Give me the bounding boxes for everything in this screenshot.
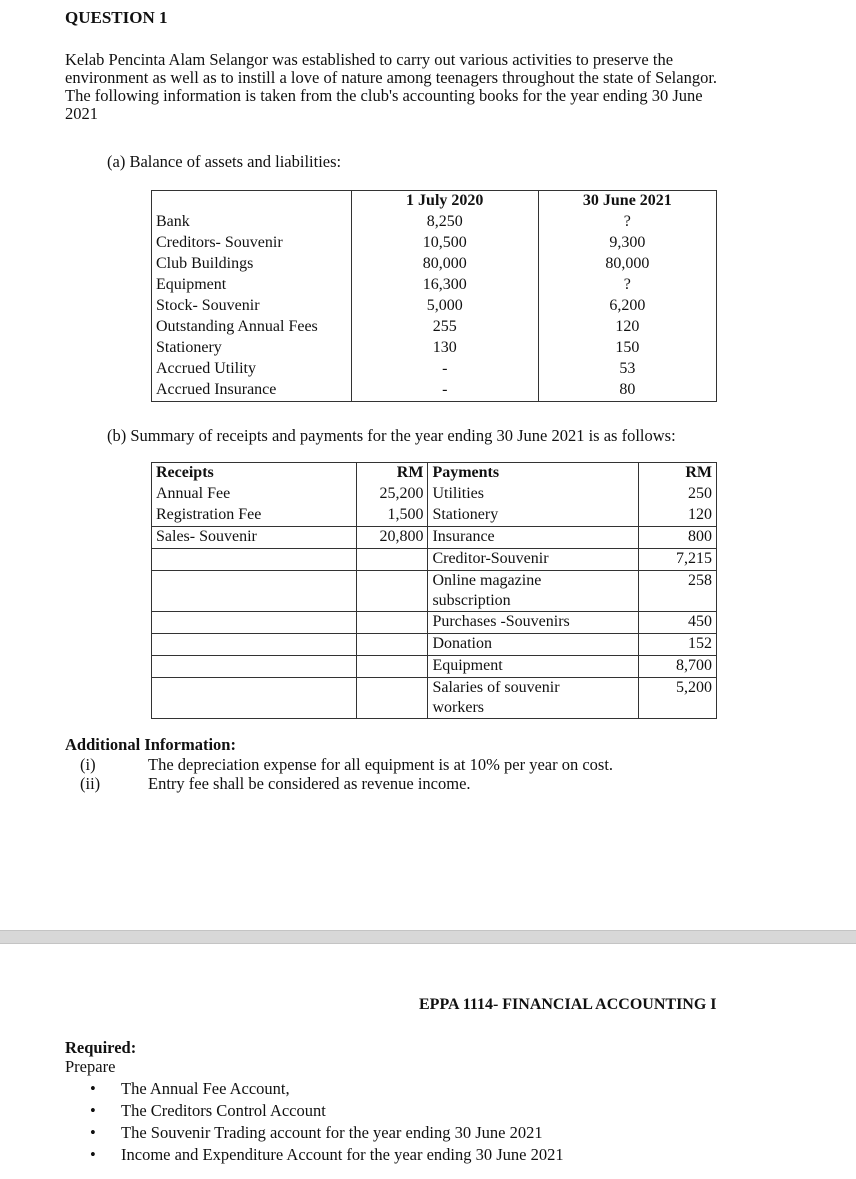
- payment-item-line: subscription: [432, 592, 511, 609]
- table-row: [152, 275, 717, 296]
- section-a-label: (a) Balance of assets and liabilities:: [107, 152, 342, 171]
- row-jul2020: -: [351, 380, 538, 402]
- table-row: [152, 254, 717, 275]
- row-jul2020: 80,000: [351, 254, 538, 275]
- table-row: [152, 634, 717, 656]
- row-item: Outstanding Annual Fees: [152, 317, 352, 338]
- additional-info-text: The depreciation expense for all equipment is at 10% per year on cost.: [148, 755, 614, 774]
- receipt-item: [152, 612, 357, 634]
- payment-amount: 5,200: [638, 678, 716, 719]
- table-row: [152, 505, 717, 527]
- row-jun2021: ?: [538, 275, 716, 296]
- row-jul2020: 8,250: [351, 212, 538, 233]
- row-jun2021: 9,300: [538, 233, 716, 254]
- header-jun2021: 30 June 2021: [538, 191, 716, 213]
- payment-item: Insurance: [428, 527, 638, 549]
- receipt-amount: [357, 612, 428, 634]
- row-jun2021: 120: [538, 317, 716, 338]
- additional-info-number: (i): [80, 755, 96, 774]
- row-jul2020: 16,300: [351, 275, 538, 296]
- payment-amount: 800: [638, 527, 716, 549]
- prepare-label: Prepare: [65, 1057, 116, 1076]
- receipt-amount: [357, 678, 428, 719]
- receipt-item: [152, 656, 357, 678]
- payment-amount: 7,215: [638, 549, 716, 571]
- payment-amount: 152: [638, 634, 716, 656]
- row-item: Club Buildings: [152, 254, 352, 275]
- receipt-amount: [357, 571, 428, 612]
- payment-item: Purchases -Souvenirs: [428, 612, 638, 634]
- payment-item: [428, 678, 638, 719]
- table-row: [152, 612, 717, 634]
- header-payments: Payments: [428, 463, 638, 485]
- header-rm-payments: RM: [638, 463, 716, 485]
- header-jul2020: 1 July 2020: [351, 191, 538, 213]
- table-row: [152, 233, 717, 254]
- payment-amount: 120: [638, 505, 716, 527]
- table-row: [152, 549, 717, 571]
- intro-line: The following information is taken from the club's accounting books for the year ending 30 June: [65, 86, 703, 105]
- payment-item: [428, 571, 638, 612]
- row-item: Accrued Utility: [152, 359, 352, 380]
- additional-info-number: (ii): [80, 774, 101, 793]
- question-title: QUESTION 1: [65, 8, 168, 27]
- receipt-amount: [357, 634, 428, 656]
- payment-item: Equipment: [428, 656, 638, 678]
- balance-table: [151, 190, 717, 402]
- payment-item-line: Salaries of souvenir: [432, 679, 560, 696]
- header-receipts: Receipts: [152, 463, 357, 485]
- row-item: Accrued Insurance: [152, 380, 352, 402]
- list-item: [90, 1100, 564, 1122]
- payment-amount: 8,700: [638, 656, 716, 678]
- course-code: EPPA 1114- FINANCIAL ACCOUNTING I: [419, 996, 717, 1013]
- intro-line: Kelab Pencinta Alam Selangor was established to carry out various activities to preserve the: [65, 50, 674, 69]
- row-jun2021: 150: [538, 338, 716, 359]
- additional-info-text: Entry fee shall be considered as revenue income.: [148, 774, 471, 793]
- row-jun2021: 53: [538, 359, 716, 380]
- payment-amount: 258: [638, 571, 716, 612]
- bullet-icon: •: [90, 1145, 96, 1164]
- row-jul2020: 255: [351, 317, 538, 338]
- payment-amount: 250: [638, 484, 716, 505]
- additional-info-item: [80, 755, 613, 775]
- receipt-item: [152, 571, 357, 612]
- receipt-amount: 20,800: [357, 527, 428, 549]
- row-jun2021: ?: [538, 212, 716, 233]
- payment-item: Donation: [428, 634, 638, 656]
- payment-item: Creditor-Souvenir: [428, 549, 638, 571]
- row-item: Bank: [152, 212, 352, 233]
- payment-item-line: workers: [432, 699, 484, 716]
- receipt-amount: 1,500: [357, 505, 428, 527]
- bullet-icon: •: [90, 1101, 96, 1120]
- row-item: Stock- Souvenir: [152, 296, 352, 317]
- list-item-text: The Creditors Control Account: [121, 1101, 326, 1120]
- receipt-amount: [357, 656, 428, 678]
- additional-info-item: [80, 774, 471, 794]
- payment-item: Stationery: [428, 505, 638, 527]
- intro-line: 2021: [65, 104, 98, 123]
- list-item-text: The Souvenir Trading account for the year ending 30 June 2021: [121, 1123, 543, 1142]
- row-jul2020: 5,000: [351, 296, 538, 317]
- receipts-payments-header: [152, 463, 717, 485]
- receipt-item: Annual Fee: [152, 484, 357, 505]
- row-item: Creditors- Souvenir: [152, 233, 352, 254]
- receipt-item: [152, 549, 357, 571]
- intro-paragraph: [65, 51, 755, 123]
- payment-item: Utilities: [428, 484, 638, 505]
- row-item: Equipment: [152, 275, 352, 296]
- table-row: [152, 571, 717, 612]
- page-break-divider: [0, 930, 856, 944]
- required-list: [90, 1078, 564, 1166]
- row-jul2020: 130: [351, 338, 538, 359]
- row-item: Stationery: [152, 338, 352, 359]
- payment-amount: 450: [638, 612, 716, 634]
- row-jul2020: -: [351, 359, 538, 380]
- list-item: [90, 1078, 564, 1100]
- additional-info-title: Additional Information:: [65, 735, 236, 754]
- receipt-item: Registration Fee: [152, 505, 357, 527]
- list-item-text: The Annual Fee Account,: [121, 1079, 290, 1098]
- row-jun2021: 80,000: [538, 254, 716, 275]
- row-jun2021: 80: [538, 380, 716, 402]
- receipt-amount: 25,200: [357, 484, 428, 505]
- list-item-text: Income and Expenditure Account for the year ending 30 June 2021: [121, 1145, 564, 1164]
- table-row: [152, 678, 717, 719]
- table-row: [152, 338, 717, 359]
- bullet-icon: •: [90, 1079, 96, 1098]
- list-item: [90, 1144, 564, 1166]
- receipts-payments-table: [151, 462, 717, 719]
- receipt-item: Sales- Souvenir: [152, 527, 357, 549]
- list-item: [90, 1122, 564, 1144]
- table-row: [152, 212, 717, 233]
- balance-table-header: [152, 191, 717, 213]
- table-row: [152, 380, 717, 402]
- table-row: [152, 317, 717, 338]
- payment-item-line: Online magazine: [432, 572, 542, 589]
- receipt-item: [152, 678, 357, 719]
- header-rm-receipts: RM: [357, 463, 428, 485]
- receipt-item: [152, 634, 357, 656]
- intro-line: environment as well as to instill a love of nature among teenagers throughout the state of Selangor.: [65, 68, 718, 87]
- table-row: [152, 359, 717, 380]
- bullet-icon: •: [90, 1123, 96, 1142]
- section-b-label: (b) Summary of receipts and payments for the year ending 30 June 2021 is as follows:: [107, 426, 676, 445]
- row-jun2021: 6,200: [538, 296, 716, 317]
- table-row: [152, 527, 717, 549]
- required-title: Required:: [65, 1038, 137, 1057]
- table-row: [152, 484, 717, 505]
- table-row: [152, 296, 717, 317]
- receipt-amount: [357, 549, 428, 571]
- table-row: [152, 656, 717, 678]
- row-jul2020: 10,500: [351, 233, 538, 254]
- header-item: [152, 191, 352, 213]
